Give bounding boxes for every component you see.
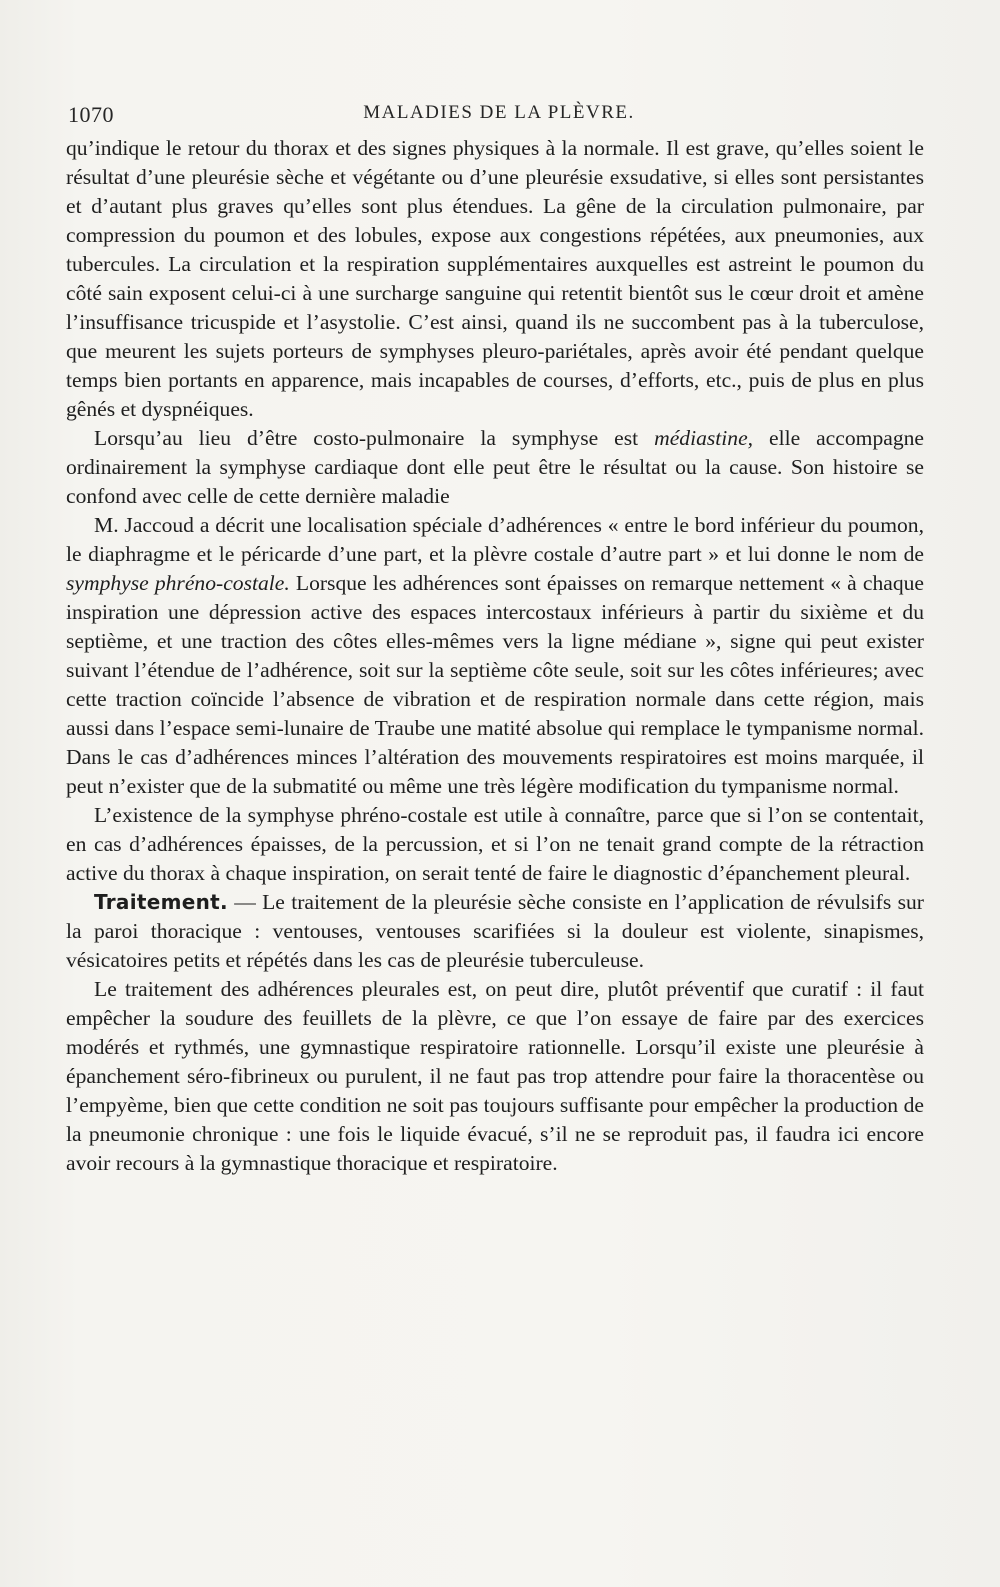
paragraph-text: elle accompagne ordinairement la symphyse cardiaque dont elle peut être le résultat ou la cause. Son histoire se confond avec celle de cette dernière maladie: [66, 426, 925, 508]
paragraph-text: Lorsqu’au lieu d’être costo-pulmonaire la symphyse est: [94, 426, 655, 450]
paragraph-prognosis: qu’indique le retour du thorax et des signes physiques à la normale. Il est grave, qu’elles soient le résultat d’une pleurésie sèche et végétante ou d’une pleurésie exsudative, si elles sont persistantes et d’autant plus graves qu’elles sont plus étendues. La gêne de la circulation pulmonaire, par compression du poumon et des lobules, expose aux congestions répétées, aux pneumonies, aux tubercules. La circulation et la respiration supplémentaires auxquelles est astreint le poumon du côté sain exposent celui-ci à une surcharge sanguine qui retentit bientôt sus le cœur droit et amène l’insuffisance tricuspide et l’asystolie. C’est ainsi, quand ils ne succombent pas à la tuberculose, que meurent les sujets porteurs de symphyses pleuro-pariétales, après avoir été pendant quelque temps bien portants en apparence, mais incapables de courses, d’efforts, etc., puis de plus en plus gênés et dyspnéiques.: [66, 136, 924, 421]
paragraph-text: M. Jaccoud a décrit une localisation spéciale d’adhérences « entre le bord inférieur du poumon, le diaphragme et le péricarde d’une part, et la plèvre costale d’autre part » et lui donne le nom de: [66, 513, 924, 566]
paragraph-adhesion-treatment: Le traitement des adhérences pleurales est, on peut dire, plutôt préventif que curatif : il faut empêcher la soudure des feuillets de la plèvre, ce que l’on essaye de faire par des exercices modérés et rythmés, une gymnastique respiratoire rationnelle. Lorsqu’il existe une pleurésie à épanchement séro-fibrineux ou purulent, il ne faut pas trop attendre pour faire la thoracentèse ou l’empyème, bien que cette condition ne soit pas toujours suffisante pour empêcher la production de la pneumonie chronique : une fois le liquide évacué, s’il ne se reproduit pas, il faudra ici encore avoir recours à la gymnastique thoracique et respiratoire.: [66, 977, 924, 1175]
paragraph-mediastinal-symphysis: [66, 424, 924, 511]
paragraph-text: — Le traitement de la pleurésie sèche consiste en l’application de révulsifs sur la paroi thoracique : ventouses, ventouses scarifiées si la douleur est violente, sinapismes, vésicatoires petits et répétés dans les cas de pleurésie tuberculeuse.: [66, 890, 924, 972]
italic-term-mediastine: médiastine,: [654, 426, 754, 450]
paragraph-jaccoud: [66, 511, 924, 801]
running-head: MALADIES DE LA PLÈVRE.: [363, 102, 635, 123]
italic-term-symphyse-phreno-costale: symphyse phréno-costale.: [66, 571, 290, 595]
paragraph-treatment: [66, 888, 924, 975]
page-header: [68, 96, 930, 136]
body-text: [66, 134, 924, 1178]
section-heading-traitement: Traitement.: [94, 890, 228, 914]
paragraph-text: Lorsque les adhérences sont épaisses on remarque nettement « à chaque inspiration une dépression active des espaces intercostaux inférieurs à partir du sixième et du septième, et une traction des côtes elles-mêmes vers la ligne médiane », signe qui peut exister suivant l’étendue de l’adhérence, soit sur la septième côte seule, soit sur les côtes inférieures; avec cette traction coïncide l’absence de vibration et de respiration normale dans cette région, mais aussi dans l’espace semi-lunaire de Traube une matité absolue qui remplace le tympanisme normal. Dans le cas d’adhérences minces l’altération des mouvements respiratoires est moins marquée, il peut n’exister que de la submatité ou même une très légère modification du tympanisme normal.: [66, 571, 925, 798]
page-number: 1070: [68, 102, 114, 127]
paragraph-diagnosis: L’existence de la symphyse phréno-costale est utile à connaître, parce que si l’on se contentait, en cas d’adhérences épaisses, de la percussion, et si l’on ne tenait grand compte de la rétraction active du thorax à chaque inspiration, on serait tenté de faire le diagnostic d’épanchement pleural.: [66, 803, 924, 885]
